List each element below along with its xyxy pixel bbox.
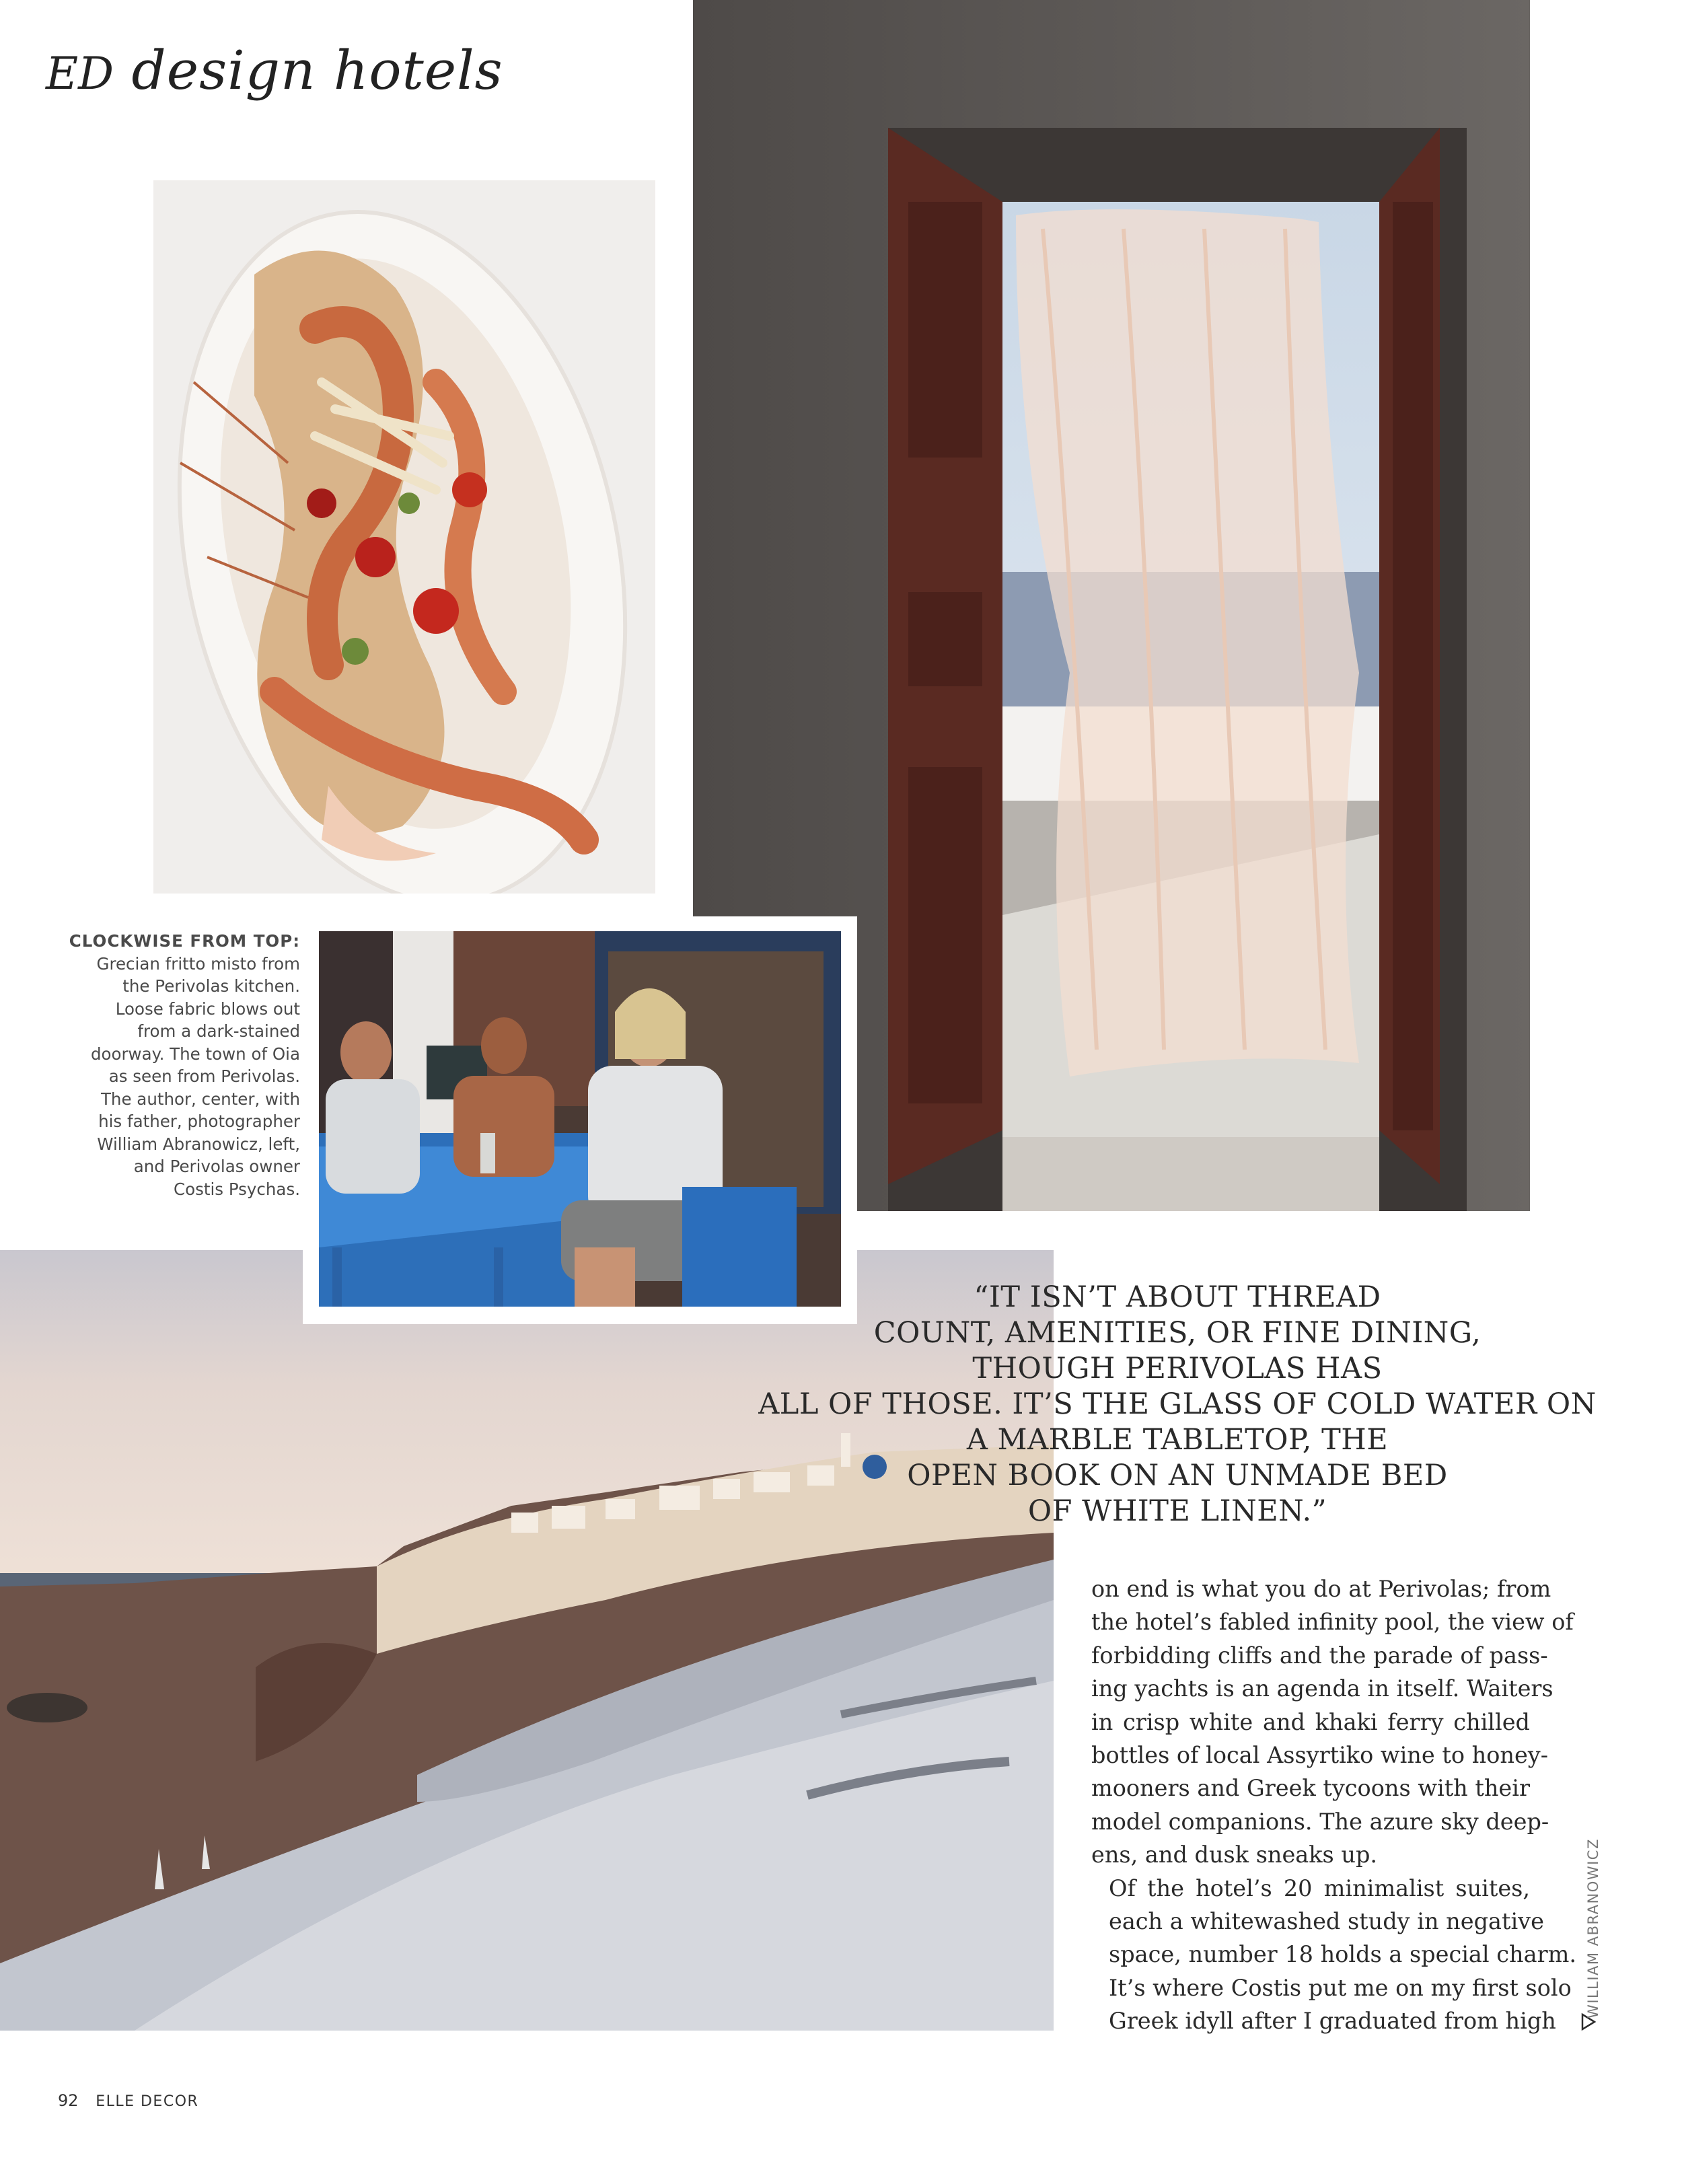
caption-line: Costis Psychas. — [174, 1179, 300, 1199]
body-line: model companions. The azure sky deep- — [1091, 1808, 1549, 1835]
body-line: space, number 18 holds a special charm. — [1109, 1941, 1576, 1968]
photo-caption — [59, 930, 300, 1200]
body-line: the hotel’s fabled infinity pool, the view of — [1091, 1609, 1574, 1636]
pull-quote-line: COUNT, AMENITIES, OR FINE DINING, — [873, 1316, 1482, 1350]
caption-line: William Abranowicz, left, — [97, 1134, 300, 1154]
photo-credit: WILLIAM ABRANOWICZ — [1585, 1838, 1601, 2018]
caption-line: and Perivolas owner — [133, 1157, 300, 1176]
caption-line: The author, center, with — [100, 1089, 300, 1109]
body-paragraph — [1091, 1872, 1576, 2041]
caption-line: doorway. The town of Oia — [90, 1044, 300, 1064]
body-line: Of the hotel’s 20 minimalist suites, — [1109, 1874, 1530, 1901]
caption-lead: CLOCKWISE FROM TOP: — [69, 931, 300, 951]
section-brand: ED — [46, 48, 114, 100]
pull-quote-line: OF WHITE LINEN.” — [1027, 1494, 1327, 1528]
pull-quote-line: OPEN BOOK ON AN UNMADE BED — [907, 1459, 1448, 1492]
pull-quote — [754, 1280, 1601, 1529]
body-line: each a whitewashed study in negative — [1109, 1908, 1544, 1935]
section-title: design hotels — [131, 39, 503, 102]
caption-line: his father, photographer — [98, 1112, 300, 1131]
pull-quote-line: THOUGH PERIVOLAS HAS — [972, 1352, 1383, 1385]
folio — [58, 2091, 198, 2110]
body-line-last — [1091, 2004, 1556, 2040]
section-header — [46, 39, 503, 102]
pull-quote-line: “IT ISN’T ABOUT THREAD — [974, 1280, 1381, 1314]
body-paragraph — [1091, 1572, 1574, 1872]
body-line: mooners and Greek tycoons with their — [1091, 1775, 1530, 1802]
food-photo — [153, 180, 655, 894]
body-line-text: Greek idyll after I graduated from high — [1109, 2008, 1556, 2035]
taverna-photo-illustration — [319, 931, 841, 1307]
caption-line: Loose fabric blows out — [115, 998, 300, 1019]
taverna-photo — [319, 931, 841, 1307]
caption-line: as seen from Perivolas. — [108, 1066, 300, 1086]
caption-line: from a dark-stained — [137, 1021, 300, 1041]
body-line: on end is what you do at Perivolas; from — [1091, 1576, 1551, 1602]
article-body — [1091, 1572, 1576, 2041]
body-line: It’s where Costis put me on my first solo — [1109, 1974, 1572, 2001]
food-photo-illustration — [153, 180, 655, 894]
pull-quote-line: A MARBLE TABLETOP, THE — [966, 1423, 1389, 1457]
body-line: forbidding cliffs and the parade of pass- — [1091, 1642, 1548, 1669]
body-line: ing yachts is an agenda in itself. Waiters — [1091, 1675, 1553, 1702]
caption-line: the Perivolas kitchen. — [122, 976, 300, 996]
body-line: bottles of local Assyrtiko wine to honey- — [1091, 1742, 1549, 1769]
body-line: ens, and dusk sneaks up. — [1091, 1842, 1378, 1868]
body-line: in crisp white and khaki ferry chilled — [1091, 1708, 1530, 1735]
caption-line: Grecian fritto misto from — [96, 953, 300, 974]
page-number: 92 — [58, 2091, 79, 2110]
pull-quote-line: ALL OF THOSE. IT’S THE GLASS OF COLD WATER ON — [758, 1387, 1597, 1421]
magazine-name: ELLE DECOR — [96, 2093, 199, 2110]
